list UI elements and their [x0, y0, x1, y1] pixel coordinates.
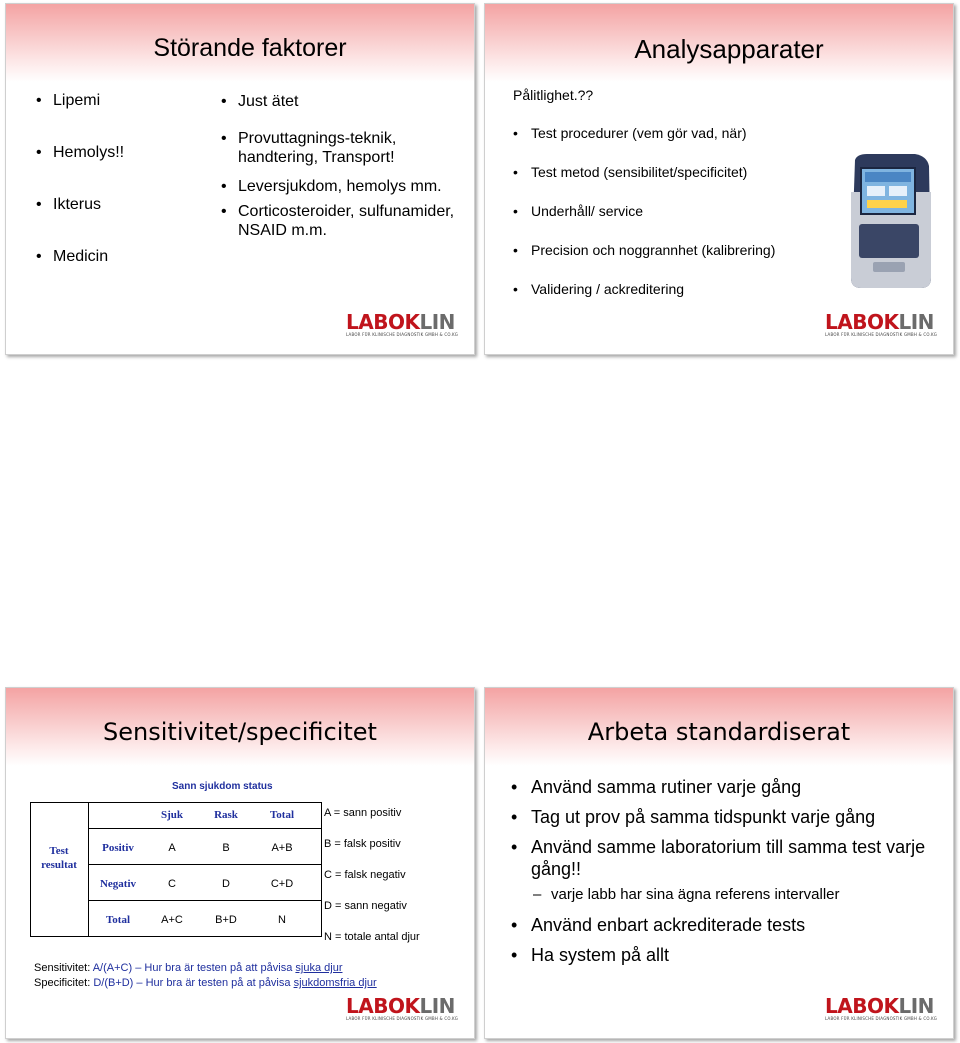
list-item: • Test procedurer (vem gör vad, när) [513, 125, 775, 164]
list-item: • Tag ut prov på samma tidspunkt varje gång [507, 806, 937, 828]
slide-title: Sensitivitet/specificitet [103, 718, 377, 746]
list-item: • Ikterus [36, 196, 124, 248]
list-item: • Just ätet [221, 92, 461, 111]
list-item: • Ha system på allt [507, 944, 937, 966]
table-cell: C+D [270, 878, 294, 890]
laboklin-logo: LABOKLIN LABOR FÜR KLINISCHE DIAGNOSTIK GMBH & CO.KG [825, 310, 938, 337]
col-header: Total [269, 809, 295, 821]
list-item: • Leversjukdom, hemolys mm. [221, 177, 461, 196]
list-item: • Använd samme laboratorium till samma test varje gång!! [507, 836, 937, 880]
laboklin-logo: LABOKLIN LABOR FÜR KLINISCHE DIAGNOSTIK GMBH & CO.KG [825, 994, 938, 1021]
row-label: Total [105, 914, 131, 926]
legend-item: A = sann positiv [324, 807, 402, 819]
legend-item: C = falsk negativ [324, 869, 406, 881]
specificity-formula: Specificitet: D/(B+D) – Hur bra är testen på at påvisa sjukdomsfria djur [34, 977, 377, 989]
row-label: Positiv [102, 842, 134, 854]
list-item: • Underhåll/ service [513, 203, 775, 242]
factor-list-b [221, 92, 461, 250]
table-cell: A [168, 842, 176, 854]
analyzer-device-image [845, 152, 935, 292]
slide-title: Störande faktorer [153, 34, 347, 62]
slide-title: Analysapparater [634, 34, 824, 64]
table-cell: N [278, 914, 286, 926]
slide-work-standardized [484, 687, 954, 1039]
list-item: • Precision och noggrannhet (kalibrering) [513, 242, 775, 281]
laboklin-logo: LABOKLIN LABOR FÜR KLINISCHE DIAGNOSTIK GMBH & CO.KG [346, 310, 459, 337]
slide-analyzers [484, 3, 954, 355]
laboklin-logo: LABOKLIN LABOR FÜR KLINISCHE DIAGNOSTIK GMBH & CO.KG [346, 994, 459, 1021]
list-item: • Hemolys!! [36, 144, 124, 196]
contingency-table [30, 802, 322, 950]
standardization-list [507, 776, 937, 974]
list-item: • Använd enbart ackrediterade tests [507, 914, 937, 936]
reliability-heading: Pålitlighet.?? [513, 87, 594, 103]
slide-disturbing-factors [5, 3, 475, 355]
table-cell: B+D [215, 914, 237, 926]
sub-list-item: – varje labb har sina ägna referens intervaller [507, 884, 937, 906]
table-cell: B [222, 842, 230, 854]
list-item: • Corticosteroider, sulfunamider, NSAID m.m. [221, 202, 461, 240]
slide-sensitivity-specificity [5, 687, 475, 1039]
list-item: • Test metod (sensibilitet/specificitet) [513, 164, 775, 203]
sensitivity-formula: Sensitivitet: A/(A+C) – Hur bra är testen på att påvisa sjuka djur [34, 962, 343, 974]
row-group-label: Test resultat [41, 845, 77, 871]
col-header: Rask [214, 809, 238, 821]
status-label: Sann sjukdom status [172, 781, 273, 792]
list-item: • Använd samma rutiner varje gång [507, 776, 937, 798]
list-item: • Provuttagnings-teknik, handtering, Transport! [221, 129, 461, 167]
list-item: • Validering / ackreditering [513, 281, 775, 320]
table-cell: A+B [271, 842, 293, 854]
col-header: Sjuk [160, 809, 184, 821]
analyzer-list [513, 125, 775, 320]
table-cell: C [168, 878, 176, 890]
legend-item: D = sann negativ [324, 900, 407, 912]
list-item: • Medicin [36, 248, 124, 300]
slide-title: Arbeta standardiserat [587, 718, 851, 746]
table-cell: D [222, 878, 230, 890]
legend-item: N = totale antal djur [324, 931, 420, 943]
row-label: Negativ [99, 878, 137, 890]
factor-list-a [36, 92, 124, 300]
table-cell: A+C [161, 914, 183, 926]
list-item: • Lipemi [36, 92, 124, 144]
legend-item: B = falsk positiv [324, 838, 401, 850]
